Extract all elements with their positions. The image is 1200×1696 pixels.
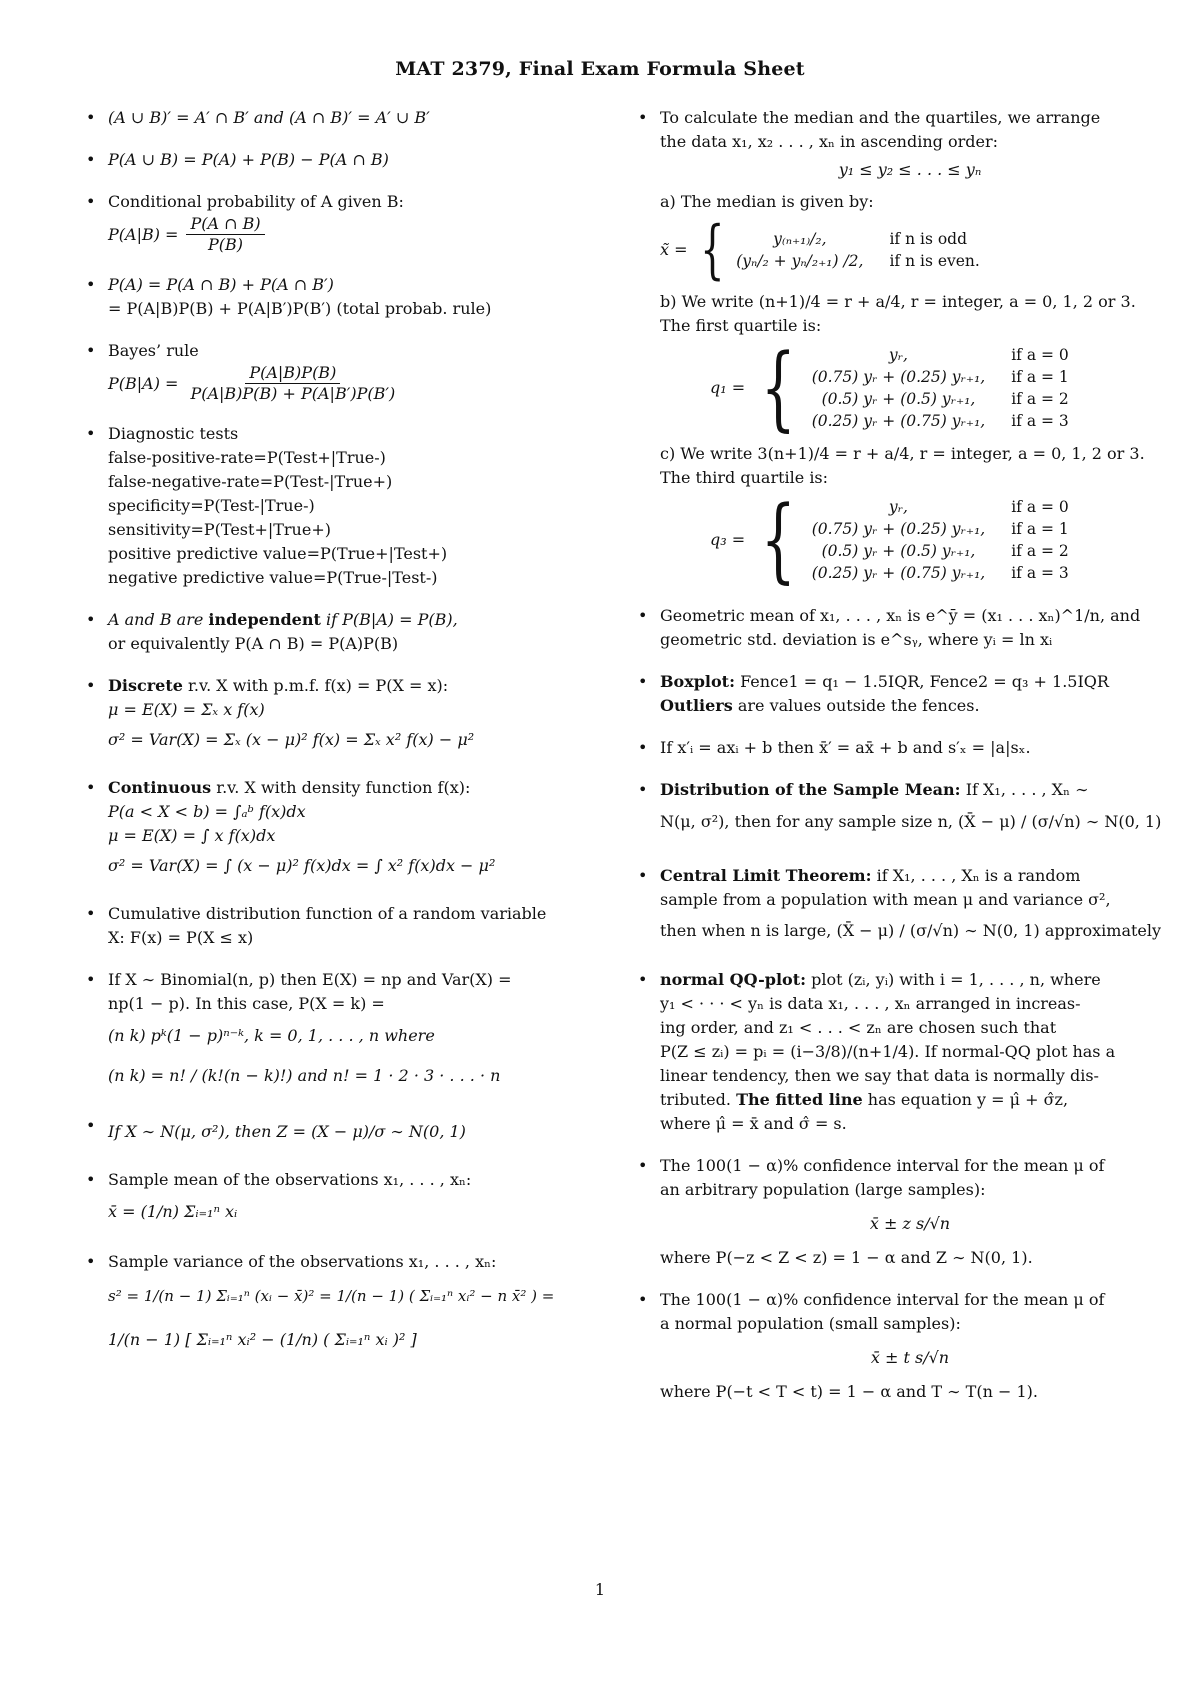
case-expr: yᵣ, (888, 346, 908, 364)
case-expr: y₍ₙ₊₁₎/₂, (773, 230, 827, 248)
union-rule-item (96, 148, 596, 172)
ci-large-item (648, 1154, 1160, 1270)
q1-line2: The first quartile is: (660, 316, 822, 335)
discrete-rest: r.v. X with p.m.f. f(x) = P(X = x): (187, 676, 449, 695)
case-expr: (yₙ/₂ + yₙ/₂₊₁) /2, (736, 252, 864, 270)
q1-case-grid (812, 344, 1069, 432)
median-intro-item (648, 106, 1160, 593)
page-number: 1 (594, 1580, 606, 1599)
qq-fitted-post: has equation y = μ̂ + σ̂z, (867, 1090, 1069, 1109)
case-expr: (0.25) yᵣ + (0.75) yᵣ₊₁, (811, 412, 986, 430)
diagnostic-line: specificity=P(Test-|True-) (108, 496, 315, 515)
continuous-bold: Continuous (108, 778, 212, 797)
median-label: a) The median is given by: (660, 192, 874, 211)
conditional-num: P(A ∩ B) (186, 214, 264, 235)
qq-line: y₁ < · · · < yₙ is data x₁, . . . , xₙ arranged in increas- (660, 994, 1081, 1013)
qq-item (648, 968, 1160, 1136)
q1-lhs: q₁ = (710, 378, 746, 397)
continuous-rest: r.v. X with density function f(x): (216, 778, 471, 797)
clt-item (648, 864, 1160, 950)
qq-line: ing order, and z₁ < . . . < zₙ are chosen such that (660, 1018, 1057, 1037)
diagnostic-line: false-positive-rate=P(Test+|True-) (108, 448, 386, 467)
independent-pre: A and B are (108, 610, 204, 629)
total-prob-item (96, 273, 596, 321)
discrete-bold: Discrete (108, 676, 183, 695)
conditional-fraction (186, 214, 264, 255)
page-title: MAT 2379, Final Exam Formula Sheet (395, 58, 805, 80)
sample-mean-dist-item (648, 778, 1160, 842)
binomial-item (96, 968, 596, 1096)
continuous-var: σ² = Var(X) = ∫ (x − μ)² f(x)dx = ∫ x² f(x)dx − μ² (108, 856, 496, 875)
left-brace-icon: { (760, 334, 796, 441)
bayes-item (96, 339, 596, 404)
total-prob-line1: • P(A) = P(A ∩ B) + P(A ∩ B′) (108, 275, 334, 294)
independent-line2: or equivalently P(A ∩ B) = P(A)P(B) (108, 634, 399, 653)
bayes-formula (108, 363, 596, 404)
diagnostic-line: negative predictive value=P(True-|Test-) (108, 568, 438, 587)
sample-var-item (96, 1250, 596, 1362)
diagnostic-label: • Diagnostic tests (108, 424, 239, 443)
diagnostic-line: false-negative-rate=P(Test-|True+) (108, 472, 393, 491)
q1-line1: b) We write (n+1)/4 = r + a/4, r = integer, a = 0, 1, 2 or 3. (660, 292, 1136, 311)
conditional-den: P(B) (208, 235, 244, 254)
case-expr: (0.75) yᵣ + (0.25) yᵣ₊₁, (811, 520, 986, 538)
bayes-lhs: P(B|A) = (108, 373, 179, 393)
q3-line1: c) We write 3(n+1)/4 = r + a/4, r = integer, a = 0, 1, 2 or 3. (660, 444, 1145, 463)
sample-var-line2: 1/(n − 1) [ Σᵢ₌₁ⁿ xᵢ² − (1/n) ( Σᵢ₌₁ⁿ xᵢ )² ] (108, 1330, 417, 1349)
normal-std: • If X ∼ N(μ, σ²), then Z = (X − μ)/σ ∼ N(0, 1) (108, 1122, 466, 1141)
continuous-prob: P(a < X < b) = ∫ₐᵇ f(x)dx (108, 802, 306, 821)
qq-bold: normal QQ-plot: (660, 970, 807, 989)
ci-large-where: where P(−z < Z < z) = 1 − α and Z ∼ N(0, 1). (660, 1248, 1033, 1267)
total-prob-line2: = P(A|B)P(B) + P(A|B′)P(B′) (total probab. rule) (108, 299, 492, 318)
clt-line3: then when n is large, (X̄ − μ) / (σ/√n) ∼ N(0, 1) approximately (660, 921, 1162, 940)
case-cond: if a = 1 (1011, 520, 1069, 538)
q3-line2: The third quartile is: (660, 468, 829, 487)
qq-last: where μ̂ = x̄ and σ̂ = s. (660, 1114, 847, 1133)
geometric-line2: geometric std. deviation is e^sᵧ, where yᵢ = ln xᵢ (660, 630, 1053, 649)
q1-cases (710, 334, 1160, 441)
normal-item (96, 1114, 596, 1150)
right-column (648, 106, 1160, 1404)
union-rule: • P(A ∪ B) = P(A) + P(B) − P(A ∩ B) (108, 150, 389, 169)
bayes-den: P(A|B)P(B) + P(A|B′)P(B′) (190, 384, 396, 403)
diagnostic-item (96, 422, 596, 590)
left-brace-icon: { (760, 486, 796, 593)
case-expr: (0.25) yᵣ + (0.75) yᵣ₊₁, (811, 564, 986, 582)
qq-line: P(Z ≤ zᵢ) = pᵢ = (i−3/8)/(n+1/4). If normal-QQ plot has a (660, 1042, 1116, 1061)
q3-cases (710, 486, 1160, 593)
discrete-mean: μ = E(X) = Σₓ x f(x) (108, 700, 265, 719)
case-expr: yᵣ, (888, 498, 908, 516)
median-intro-line1: • To calculate the median and the quartiles, we arrange (660, 108, 1101, 127)
independent-bold: independent (208, 610, 321, 629)
qq-rest: plot (zᵢ, yᵢ) with i = 1, . . . , n, where (811, 970, 1101, 989)
ci-small-where: where P(−t < T < t) = 1 − α and T ∼ T(n − 1). (660, 1382, 1038, 1401)
ci-small-line1: • The 100(1 − α)% confidence interval for the mean μ of (660, 1290, 1105, 1309)
conditional-formula (108, 214, 596, 255)
linear-item (648, 736, 1160, 760)
case-cond: if a = 3 (1011, 412, 1069, 430)
qq-fitted-bold: The fitted line (736, 1090, 863, 1109)
ci-small-item (648, 1288, 1160, 1404)
left-column (96, 106, 596, 1362)
sample-mean-dist-rest: If X₁, . . . , Xₙ ∼ (965, 780, 1089, 799)
set-rules: • (A ∪ B)′ = A′ ∩ B′ and (A ∩ B)′ = A′ ∪ B′ (108, 108, 430, 127)
conditional-label: • Conditional probability of A given B: (108, 192, 404, 211)
sample-var-line1: s² = 1/(n − 1) Σᵢ₌₁ⁿ (xᵢ − x̄)² = 1/(n − 1) ( Σᵢ₌₁ⁿ xᵢ² − n x̄² ) = (108, 1287, 555, 1305)
median-cases (660, 213, 1160, 287)
case-cond: if a = 3 (1011, 564, 1069, 582)
ci-large-line1: • The 100(1 − α)% confidence interval for the mean μ of (660, 1156, 1105, 1175)
case-expr: (0.5) yᵣ + (0.5) yᵣ₊₁, (821, 390, 976, 408)
geometric-line1: • Geometric mean of x₁, . . . , xₙ is e^ȳ = (x₁ . . . xₙ)^1/n, and (660, 606, 1141, 625)
conditional-lhs: P(A|B) = (108, 224, 179, 244)
ascending-order: y₁ ≤ y₂ ≤ . . . ≤ yₙ (838, 160, 982, 179)
sample-mean-formula: x̄ = (1/n) Σᵢ₌₁ⁿ xᵢ (108, 1202, 238, 1221)
set-rules-item (96, 106, 596, 130)
median-intro-line2: the data x₁, x₂ . . . , xₙ in ascending order: (660, 132, 998, 151)
case-cond: if a = 2 (1011, 542, 1069, 560)
sample-mean-dist-bold: Distribution of the Sample Mean: (660, 780, 961, 799)
outliers-bold: Outliers (660, 696, 733, 715)
sample-mean-dist-line2: N(μ, σ²), then for any sample size n, (X̄ − μ) / (σ/√n) ∼ N(0, 1) (660, 812, 1162, 831)
bayes-num: P(A|B)P(B) (245, 363, 340, 384)
clt-line2: sample from a population with mean μ and variance σ², (660, 890, 1111, 909)
continuous-item (96, 776, 596, 884)
clt-bold: Central Limit Theorem: (660, 866, 872, 885)
median-case-grid (736, 228, 980, 272)
cdf-line1: • Cumulative distribution function of a random variable (108, 904, 547, 923)
binomial-line4: (n k) = n! / (k!(n − k)!) and n! = 1 · 2 · 3 · . . . · n (108, 1066, 501, 1085)
conditional-item (96, 190, 596, 255)
ci-small-line2: a normal population (small samples): (660, 1314, 961, 1333)
median-lhs: x̃ = (660, 240, 688, 259)
sample-var-label: • Sample variance of the observations x₁, . . . , xₙ: (108, 1252, 497, 1271)
cdf-item (96, 902, 596, 950)
discrete-item (96, 674, 596, 758)
sample-mean-label: • Sample mean of the observations x₁, . . . , xₙ: (108, 1170, 472, 1189)
independent-post: if P(B|A) = P(B), (325, 610, 458, 629)
bayes-fraction (186, 363, 399, 404)
left-brace-icon: { (699, 213, 725, 287)
geometric-item (648, 604, 1160, 652)
independent-item (96, 608, 596, 656)
q3-lhs: q₃ = (710, 530, 746, 549)
boxplot-rest: Fence1 = q₁ − 1.5IQR, Fence2 = q₃ + 1.5IQR (740, 672, 1109, 691)
case-expr: (0.5) yᵣ + (0.5) yᵣ₊₁, (821, 542, 976, 560)
case-cond: if a = 2 (1011, 390, 1069, 408)
case-cond: if a = 0 (1011, 498, 1069, 516)
continuous-mean: μ = E(X) = ∫ x f(x)dx (108, 826, 276, 845)
binomial-line1: • If X ∼ Binomial(n, p) then E(X) = np and Var(X) = (108, 970, 512, 989)
qq-fitted-pre: tributed. (660, 1090, 731, 1109)
discrete-var: σ² = Var(X) = Σₓ (x − μ)² f(x) = Σₓ x² f(x) − μ² (108, 730, 475, 749)
sample-mean-item (96, 1168, 596, 1232)
ci-large-formula: x̄ ± z s/√n (869, 1214, 951, 1233)
qq-line: linear tendency, then we say that data is normally dis- (660, 1066, 1099, 1085)
ci-small-formula: x̄ ± t s/√n (870, 1348, 950, 1367)
diagnostic-line: positive predictive value=P(True+|Test+) (108, 544, 448, 563)
linear-transform: • If x′ᵢ = axᵢ + b then x̄′ = ax̄ + b and s′ₓ = |a|sₓ. (660, 738, 1031, 757)
diagnostic-line: sensitivity=P(Test+|True+) (108, 520, 331, 539)
case-expr: (0.75) yᵣ + (0.25) yᵣ₊₁, (811, 368, 986, 386)
binomial-line2: np(1 − p). In this case, P(X = k) = (108, 994, 385, 1013)
case-cond: if n is even. (889, 252, 980, 270)
boxplot-item (648, 670, 1160, 718)
case-cond: if n is odd (889, 230, 967, 248)
cdf-line2: X: F(x) = P(X ≤ x) (108, 928, 254, 947)
case-cond: if a = 0 (1011, 346, 1069, 364)
outliers-rest: are values outside the fences. (737, 696, 980, 715)
ci-large-line2: an arbitrary population (large samples): (660, 1180, 986, 1199)
q3-case-grid (812, 496, 1069, 584)
binomial-line3: (n k) pᵏ(1 − p)ⁿ⁻ᵏ, k = 0, 1, . . . , n where (108, 1026, 435, 1045)
bayes-label: • Bayes’ rule (108, 341, 199, 360)
boxplot-bold: Boxplot: (660, 672, 735, 691)
clt-rest: if X₁, . . . , Xₙ is a random (876, 866, 1081, 885)
case-cond: if a = 1 (1011, 368, 1069, 386)
